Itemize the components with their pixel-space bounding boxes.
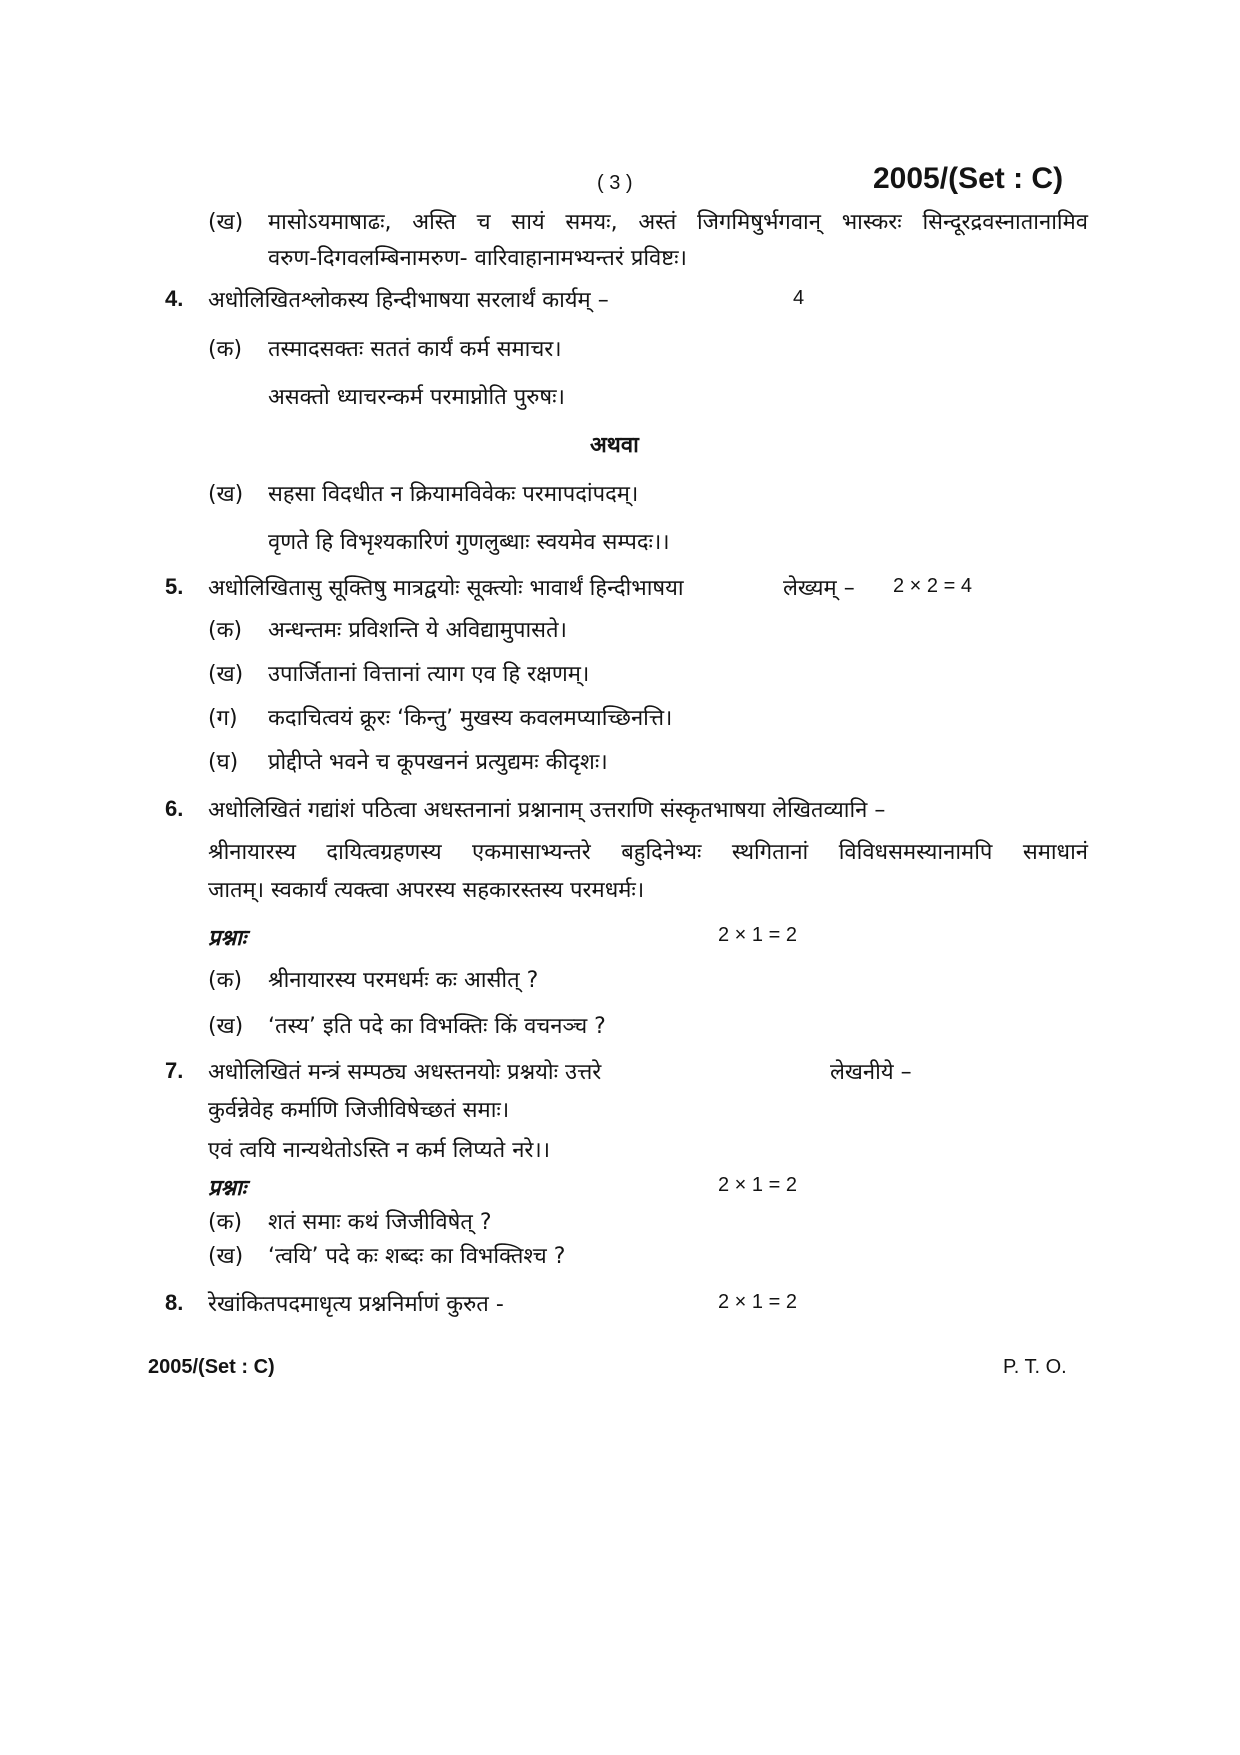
q7-item-text: ‘त्वयि’ पदे कः शब्दः का विभक्तिश्च ? <box>268 1244 566 1269</box>
set-code-footer: 2005/(Set : C) <box>148 1356 275 1378</box>
q8-text: रेखांकितपदमाधृत्य प्रश्ननिर्माणं कुरुत - <box>208 1292 504 1317</box>
q3-kh-label: (ख) <box>208 210 244 235</box>
q7-text-end: लेखनीये – <box>830 1060 912 1085</box>
q5-text-end: लेख्यम् – <box>783 576 855 601</box>
q4-marks: 4 <box>793 287 805 309</box>
q7-mantra-line2: एवं त्वयि नान्यथेतोऽस्ति न कर्म लिप्यते नरे।। <box>208 1138 551 1163</box>
q6-item-label: (क) <box>208 968 243 993</box>
q7-item-label: (ख) <box>208 1244 244 1269</box>
q7-text: अधोलिखितं मन्त्रं सम्पठ्य अधस्तनयोः प्रश्नयोः उत्तरे <box>208 1060 602 1085</box>
pto-label: P. T. O. <box>1003 1356 1067 1378</box>
set-code-header: 2005/(Set : C) <box>873 162 1064 195</box>
q5-item-label: (ग) <box>208 706 238 731</box>
q4-kh-label: (ख) <box>208 482 244 507</box>
q6-passage-line1: श्रीनायारस्य दायित्वग्रहणस्य एकमासाभ्यन्तरे बहुदिनेभ्यः स्थगितानां विविधसमस्यानामपि समाधानं <box>208 840 1088 865</box>
q4-kh-line1: सहसा विदधीत न क्रियामविवेकः परमापदांपदम्। <box>268 482 639 507</box>
q4-ka-label: (क) <box>208 337 243 362</box>
q6-text: अधोलिखितं गद्यांशं पठित्वा अधस्तनानां प्रश्नानाम् उत्तराणि संस्कृतभाषया लेखितव्यानि – <box>208 798 886 823</box>
q6-item-label: (ख) <box>208 1014 244 1039</box>
q6-prashna: प्रश्नाः <box>208 926 247 951</box>
q5-number: 5. <box>165 574 184 599</box>
q7-mantra-line1: कुर्वन्नेवेह कर्माणि जिजीविषेच्छतं समाः। <box>208 1098 510 1123</box>
q5-item-text: कदाचित्वयं क्रूरः ‘किन्तु’ मुखस्य कवलमप्याच्छिनत्ति। <box>268 706 673 731</box>
q5-item-label: (ख) <box>208 662 244 687</box>
q4-text: अधोलिखितश्लोकस्य हिन्दीभाषया सरलार्थं कार्यम् – <box>208 288 609 313</box>
q5-item-label: (घ) <box>208 750 239 775</box>
q4-or: अथवा <box>590 433 639 458</box>
q6-passage-line2: जातम्। स्वकार्यं त्यक्त्वा अपरस्य सहकारस्तस्य परमधर्मः। <box>208 878 645 903</box>
q5-item-text: उपार्जितानां वित्तानां त्याग एव हि रक्षणम्। <box>268 662 590 687</box>
q8-number: 8. <box>165 1290 184 1315</box>
q4-number: 4. <box>165 286 184 311</box>
q5-text: अधोलिखितासु सूक्तिषु मात्रद्वयोः सूक्त्योः भावार्थं हिन्दीभाषया <box>208 576 684 601</box>
page-number: ( 3 ) <box>597 172 633 194</box>
q3-kh-line2: वरुण-दिगवलम्बिनामरुण- वारिवाहानामभ्यन्तरं प्रविष्टः। <box>268 246 687 271</box>
q8-marks: 2 × 1 = 2 <box>718 1291 797 1313</box>
q7-number: 7. <box>165 1058 184 1083</box>
q7-marks: 2 × 1 = 2 <box>718 1174 797 1196</box>
q4-ka-line2: असक्तो ध्याचरन्कर्म परमाप्नोति पुरुषः। <box>268 385 565 410</box>
q7-item-label: (क) <box>208 1210 243 1235</box>
q4-ka-line1: तस्मादसक्तः सततं कार्यं कर्म समाचर। <box>268 337 562 362</box>
q6-item-text: श्रीनायारस्य परमधर्मः कः आसीत् ? <box>268 968 539 993</box>
q5-item-text: प्रोद्दीप्ते भवने च कूपखननं प्रत्युद्यमः कीदृशः। <box>268 750 608 775</box>
q4-kh-line2: वृणते हि विभृश्यकारिणं गुणलुब्धाः स्वयमेव सम्पदः।। <box>268 530 670 555</box>
q6-number: 6. <box>165 796 184 821</box>
q3-kh-line1: मासोऽयमाषाढः, अस्ति च सायं समयः, अस्तं जिगमिषुर्भगवान् भास्करः सिन्दूरद्रवस्नातानामिव <box>268 210 1088 235</box>
q7-item-text: शतं समाः कथं जिजीविषेत् ? <box>268 1210 492 1235</box>
q6-marks: 2 × 1 = 2 <box>718 924 797 946</box>
q5-item-label: (क) <box>208 618 243 643</box>
q5-item-text: अन्धन्तमः प्रविशन्ति ये अविद्यामुपासते। <box>268 618 567 643</box>
q5-marks: 2 × 2 = 4 <box>893 575 972 597</box>
q6-item-text: ‘तस्य’ इति पदे का विभक्तिः किं वचनञ्च ? <box>268 1014 606 1039</box>
q7-prashna: प्रश्नाः <box>208 1176 247 1201</box>
